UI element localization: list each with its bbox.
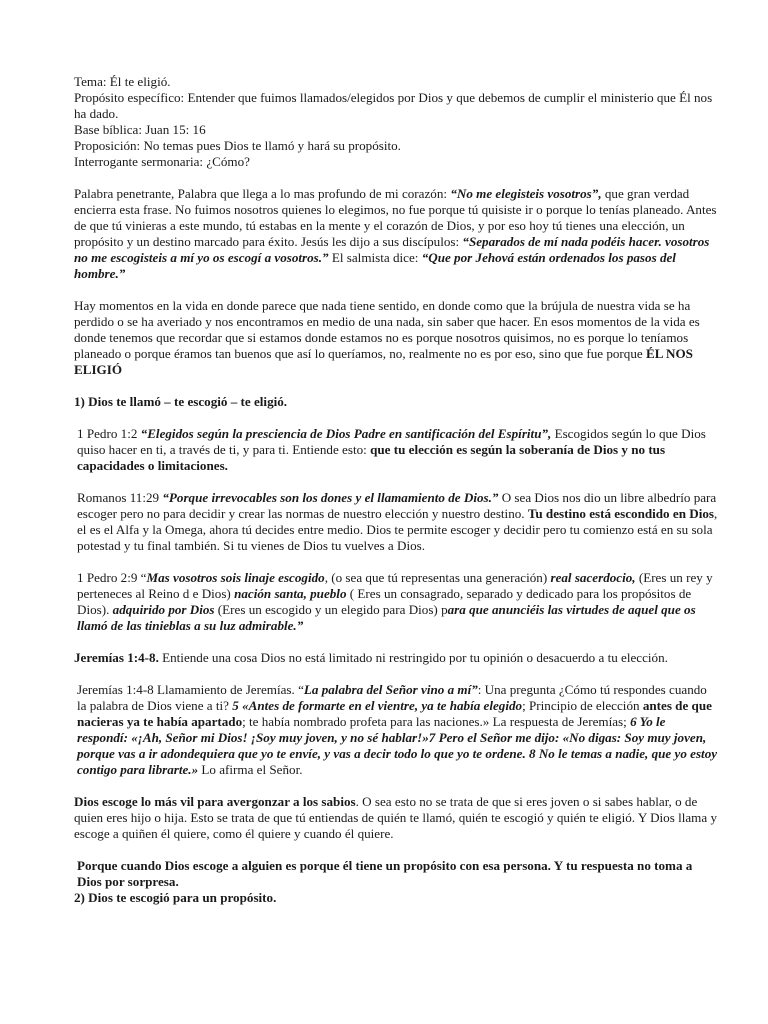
pedro-2-9-text-3: ( Eres un consagrado, separado y dedicado para los propósitos de Dios). [77,586,692,617]
romanos-quote: “Porque irrevocables son los dones y el llamamiento de Dios.” [162,490,499,505]
vil-paragraph [74,794,718,842]
vil-text: . O sea esto no se trata de que si eres joven o si sabes hablar, o de quien eres hijo o hija. Esto se trata de que tú entiendas de quién te llamó, quién te escogió y quién te eligió. Y Dios llama y escoge a quiñen él quiere, como él quiere y cuando él quiere. [74,794,717,841]
jeremias-summary-paragraph [74,650,718,666]
sermon-header [74,74,718,170]
moments-text: Hay momentos en la vida en donde parece que nada tiene sentido, en donde como que la brújula de nuestra vida se ha perdido o se ha averiado y nos encontramos en medio de una nada, sin saber que hacer. En esos momentos de la vida es donde tenemos que recordar que si estamos donde estamos no es porque nosotros quisimos, no es porque lo teníamos planeado o porque éramos tan buenos que así lo queríamos, no, realmente no es por eso, sino que fue porque [74,298,700,361]
pedro-1-2-quote: “Elegidos según la presciencia de Dios Padre en santificación del Espíritu”, [140,426,552,441]
sermon-bible-base: Base bíblica: Juan 15: 16 [74,122,206,137]
pedro-2-9-ref: 1 Pedro 2:9 “ [77,570,147,585]
jeremias-quote-2: 5 «Antes de formarte en el vientre, ya te había elegido [232,698,523,713]
sermon-theme: Tema: Él te eligió. [74,74,171,89]
romanos-text-2: , el es el Alfa y la Omega, ahora tú decides entre medio. Dios te permite escoger y decidir pero tu comienzo está en su sola potestad y tu final también. Si tu vienes de Dios tu vuelves a Dios. [77,506,718,553]
moments-emphasis: ÉL NOS ELIGIÓ [74,346,693,377]
intro-text-1: Palabra penetrante, Palabra que llega a lo mas profundo de mi corazón: [74,186,451,201]
point-2-heading: 2) Dios te escogió para un propósito. [74,890,277,905]
intro-quote-3: “Que por Jehová están ordenados los pasos del hombre.” [74,250,676,281]
point-1-heading: 1) Dios te llamó – te escogió – te eligió. [74,394,288,409]
pedro-1-2-ref: 1 Pedro 1:2 [77,426,141,441]
pedro-2-9-text-2: (Eres un rey y perteneces al Reino d e Dios) [77,570,713,601]
pedro-2-9-quote-5: ara que anunciéis las virtudes de aquel que os llamó de las tinieblas a su luz admirable.” [77,602,696,633]
pedro-2-9-text-1: , (o sea que tú representas una generación) [324,570,551,585]
pedro-2-9-quote-3: nación santa, pueblo [234,586,347,601]
jeremias-quote-3: 6 Yo le respondí: «¡Ah, Señor mi Dios! ¡Soy muy joven, y no sé hablar!»7 Pero el Señor me dijo: «No digas: Soy muy joven, porque vas a ir adondequiera que yo te envíe, y vas a decir todo lo que yo te ordene. 8 No le temas a nadie, que yo estoy contigo para librarte.» [77,714,718,777]
romanos-ref: Romanos 11:29 [77,490,163,505]
vil-emphasis: Dios escoge lo más vil para avergonzar a los sabios [74,794,356,809]
closing-statement: Porque cuando Dios escoge a alguien es porque él tiene un propósito con esa persona. Y tu respuesta no toma a Dios por sorpresa. [77,858,693,889]
moments-paragraph [74,298,718,378]
jeremias-summary-text: Entiende una cosa Dios no está limitado ni restringido por tu opinión o desacuerdo a tu elección. [158,650,668,665]
intro-quote-2: “Separados de mí nada podéis hacer. vosotros no me escogisteis a mí yo os escogí a vosotros.” [74,234,710,265]
pedro-2-9-text-4: (Eres un escogido y un elegido para Dios) p [214,602,448,617]
pedro-1-2-emphasis: que tu elección es según la soberanía de Dios y no tus capacidades o limitaciones. [77,442,666,473]
sermon-proposition: Proposición: No temas pues Dios te llamó y hará su propósito. [74,138,401,153]
pedro-2-9-quote-1: Mas vosotros sois linaje escogido [146,570,325,585]
jeremias-quote-1: La palabra del Señor vino a mí” [303,682,478,697]
jeremias-text-1: Jeremías 1:4-8 Llamamiento de Jeremías. “ [77,682,304,697]
intro-quote-1: “No me elegisteis vosotros”, [450,186,602,201]
jeremias-ref: Jeremías 1:4-8. [74,650,159,665]
jeremias-text-4: ; te había nombrado profeta para las naciones.» La respuesta de Jeremías; [242,714,631,729]
romanos-paragraph [74,490,718,554]
jeremias-text-5: Lo afirma el Señor. [198,762,303,777]
jeremias-text-3: ; Principio de elección [522,698,643,713]
pedro-2-9-quote-4: adquirido por Dios [112,602,215,617]
jeremias-calling-paragraph [74,682,718,778]
intro-paragraph [74,186,718,282]
romanos-text-1: O sea Dios nos dio un libre albedrío para escoger pero no para decidir y crear las normas de nuestro elección y nuestro destino. [77,490,717,521]
pedro-1-2-paragraph [74,426,718,474]
pedro-2-9-paragraph [74,570,718,634]
pedro-1-2-text: Escogidos según lo que Dios quiso hacer en ti, a través de ti, y para ti. Entiende esto: [77,426,706,457]
sermon-purpose: Propósito específico: Entender que fuimos llamados/elegidos por Dios y que debemos de cumplir el ministerio que Él nos ha dado. [74,90,713,121]
intro-text-3: El salmista dice: [328,250,422,265]
jeremias-emphasis: antes de que nacieras ya te había apartado [77,698,712,729]
intro-text-2: que gran verdad encierra esta frase. No fuimos nosotros quienes lo elegimos, no fue porque tú quisiste ir o porque lo tenías planeado. Antes de que tú vinieras a este mundo, tú estabas en la mente y el corazón de Dios, y por eso hoy tú tienes una elección, un propósito y un destino marcado para éxito. Jesús les dijo a sus discípulos: [74,186,717,249]
pedro-2-9-quote-2: real sacerdocio, [550,570,636,585]
sermon-question: Interrogante sermonaria: ¿Cómo? [74,154,250,169]
romanos-emphasis: Tu destino está escondido en Dios [527,506,714,521]
jeremias-text-2: : Una pregunta ¿Cómo tú respondes cuando la palabra de Dios viene a ti? [77,682,707,713]
